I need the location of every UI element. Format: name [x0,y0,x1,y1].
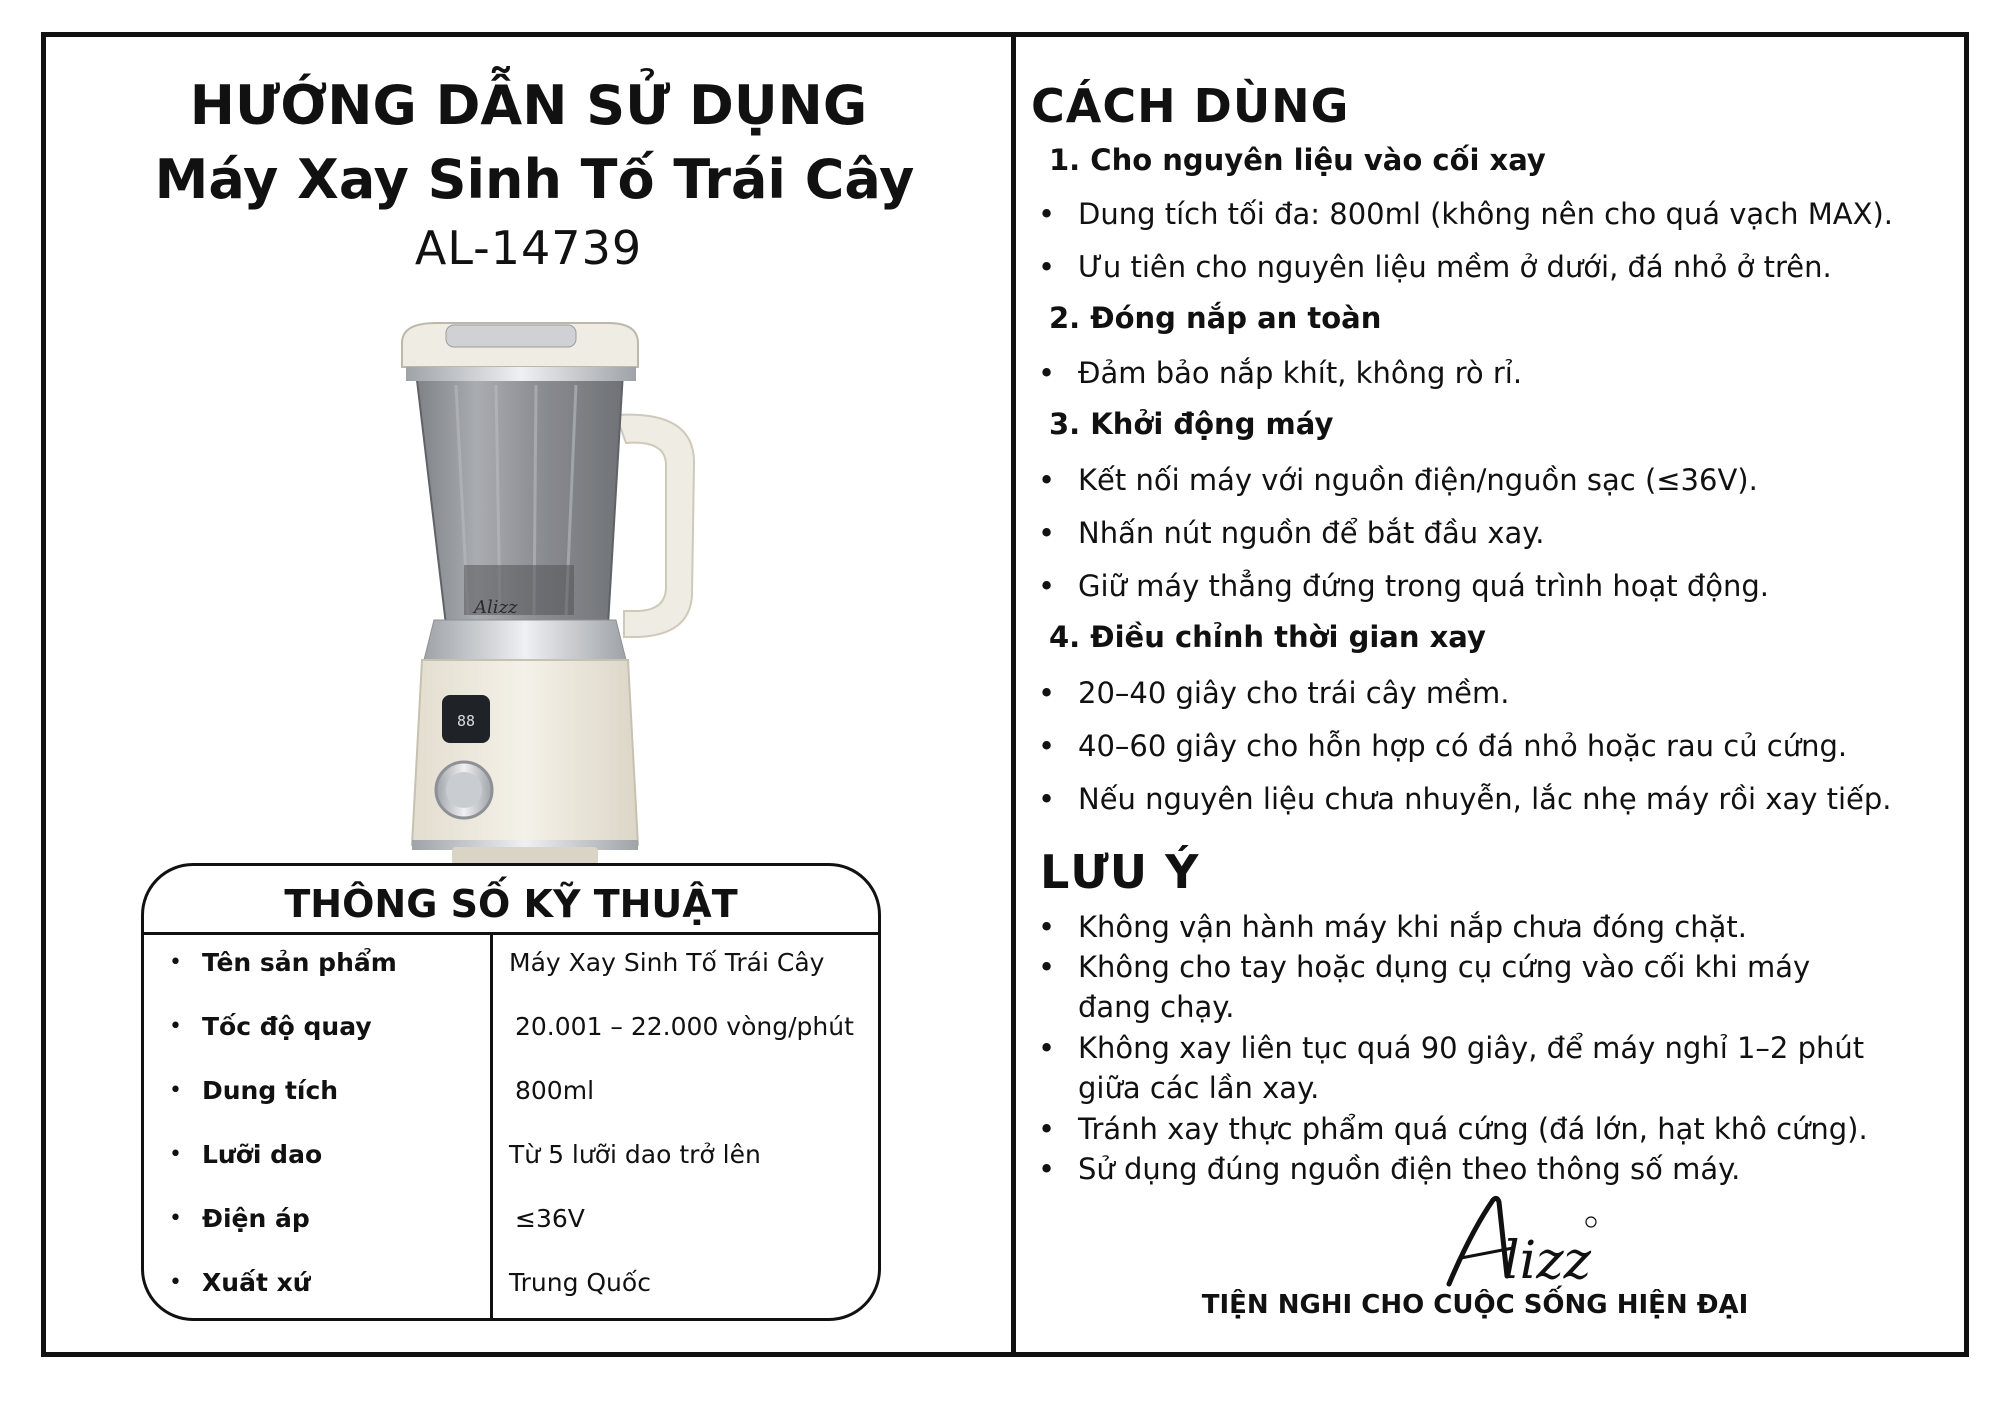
bullet: • [1038,782,1056,816]
bullet-text: Ưu tiên cho nguyên liệu mềm ở dưới, đá nhỏ ở trên. [1078,250,1832,284]
spec-value: ≤36V [515,1204,585,1233]
step-bullet [1038,194,1918,234]
spec-value: Từ 5 lưỡi dao trở lên [509,1140,761,1169]
bullet-text: Tránh xay thực phẩm quá cứng (đá lớn, hạt khô cứng). [1078,1112,1868,1146]
bullet: • [1038,910,1056,944]
title-line-1: HƯỚNG DẪN SỬ DỤNG [189,74,868,137]
model-number: AL-14739 [414,221,643,275]
step-bullet [1038,779,1918,819]
spec-box [141,863,881,1321]
spec-label: Xuất xứ [202,1268,311,1297]
bullet-text: 20–40 giây cho trái cây mềm. [1078,676,1510,710]
bullet-text: Nhấn nút nguồn để bắt đầu xay. [1078,516,1545,550]
bullet: • [1038,197,1056,231]
spec-row [144,1007,878,1047]
bullet: • [1038,1031,1056,1065]
bullet-text: Dung tích tối đa: 800ml (không nên cho quá vạch MAX). [1078,197,1893,231]
spec-label: Tốc độ quay [202,1012,372,1041]
bullet: • [1038,950,1056,984]
bullet: • [1038,516,1056,550]
bullet-text: Nếu nguyên liệu chưa nhuyễn, lắc nhẹ máy rồi xay tiếp. [1078,782,1892,816]
bullet: • [1038,1112,1056,1146]
spec-row [144,1199,878,1239]
note-bullet [1038,1149,1918,1189]
spec-value: Trung Quốc [509,1268,651,1297]
note-bullet [1038,1109,1918,1149]
spec-label: Tên sản phẩm [202,948,397,977]
bullet-text: Không xay liên tục quá 90 giây, để máy nghỉ 1–2 phút giữa các lần xay. [1078,1031,1865,1105]
usage-heading: CÁCH DÙNG [1031,79,1350,133]
bullet: • [169,1206,182,1231]
bullet: • [169,1142,182,1167]
brand-slogan: TIỆN NGHI CHO CUỘC SỐNG HIỆN ĐẠI [1201,1290,1749,1320]
step-title: 2. Đóng nắp an toàn [1049,301,1382,335]
bullet-text: Đảm bảo nắp khít, không rò rỉ. [1078,356,1523,390]
step-bullet [1038,726,1918,766]
bullet: • [1038,1152,1056,1186]
bullet: • [1038,250,1056,284]
notes-heading: LƯU Ý [1040,845,1200,899]
right-column [1016,37,1964,1352]
bullet: • [169,950,182,975]
bullet-text: Kết nối máy với nguồn điện/nguồn sạc (≤36V). [1078,463,1758,497]
bullet: • [169,1078,182,1103]
logo-text: lizz [1503,1231,1592,1291]
step-bullet [1038,673,1918,713]
spec-label: Lưỡi dao [202,1140,323,1169]
step-bullet [1038,353,1918,393]
step-title: 4. Điều chỉnh thời gian xay [1049,620,1486,654]
spec-row [144,943,878,983]
spec-value: 20.001 – 22.000 vòng/phút [515,1012,854,1041]
step-bullet [1038,460,1918,500]
spec-row [144,1071,878,1111]
bullet: • [169,1270,182,1295]
left-column [46,37,1016,1352]
spec-table [144,935,878,1321]
spec-label: Điện áp [202,1204,310,1233]
bullet-text: 40–60 giây cho hỗn hợp có đá nhỏ hoặc rau củ cứng. [1078,729,1848,763]
manual-page-frame [41,32,1969,1357]
step-bullet [1038,247,1918,287]
spec-value: 800ml [515,1076,595,1105]
bullet: • [1038,356,1056,390]
bullet-text: Sử dụng đúng nguồn điện theo thông số máy. [1078,1152,1741,1186]
bullet: • [169,1014,182,1039]
spec-row [144,1135,878,1175]
document-title [46,69,1011,217]
blender-brand-mark: Alizz [474,597,518,618]
note-bullet [1038,1028,1918,1108]
bullet: • [1038,463,1056,497]
step-title: 3. Khởi động máy [1049,407,1334,441]
alizz-logo [1441,1192,1601,1292]
title-line-2: Máy Xay Sinh Tố Trái Cây [154,148,915,211]
note-bullet [1038,947,1878,1027]
spec-row [144,1263,878,1303]
step-title: 1. Cho nguyên liệu vào cối xay [1049,143,1546,177]
spec-title: THÔNG SỐ KỸ THUẬT [144,866,878,935]
bullet-text: Giữ máy thẳng đứng trong quá trình hoạt động. [1078,569,1770,603]
step-bullet [1038,566,1918,606]
bullet: • [1038,569,1056,603]
blender-display-text: 88 [456,712,476,730]
note-bullet [1038,907,1918,947]
step-bullet [1038,513,1918,553]
bullet: • [1038,729,1056,763]
bullet-text: Không cho tay hoặc dụng cụ cứng vào cối khi máy đang chạy. [1078,950,1811,1024]
spec-value: Máy Xay Sinh Tố Trái Cây [509,948,825,977]
spec-label: Dung tích [202,1076,339,1105]
bullet-text: Không vận hành máy khi nắp chưa đóng chặt. [1078,910,1747,944]
bullet: • [1038,676,1056,710]
blender-product-image [376,315,706,875]
